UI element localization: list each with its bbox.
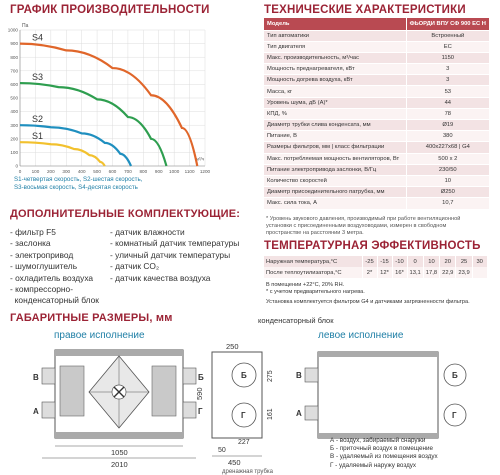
spec-head-model: ФЬОРДИ ВПУ СФ 900 ЕС Н <box>406 18 489 30</box>
x-tick-label: 400 <box>77 169 86 174</box>
y-tick-label: 300 <box>10 122 18 128</box>
y-tick-label: 100 <box>10 150 18 155</box>
y-tick-label: 400 <box>10 109 18 115</box>
series-line-s3 <box>20 83 166 166</box>
spec-value: Ø250 <box>406 187 489 198</box>
spec-row <box>264 120 489 131</box>
dim-50: 50 <box>218 447 226 454</box>
temp-cell <box>472 267 487 278</box>
left-label-v: В <box>296 371 302 380</box>
air-legend-item: А - воздух, забираемый снаружи <box>330 437 426 444</box>
temp-row-after <box>264 267 487 278</box>
unit-top-band <box>55 350 183 356</box>
chart-title: ГРАФИК ПРОИЗВОДИТЕЛЬНОСТИ <box>10 4 210 16</box>
air-legend-item: Г - удаляемый наружу воздух <box>330 461 417 469</box>
y-tick-label: 800 <box>10 54 18 60</box>
temp-title: ТЕМПЕРАТУРНАЯ ЭФФЕКТИВНОСТЬ <box>264 240 481 252</box>
dim-2010: 2010 <box>111 460 128 469</box>
dim-250: 250 <box>226 342 239 351</box>
port-b <box>183 368 196 384</box>
spec-row <box>264 131 489 142</box>
left-port-a <box>305 406 318 420</box>
spec-label: Макс. сила тока, А <box>264 198 406 209</box>
series-line-s1 <box>20 142 105 166</box>
spec-label: Питание, В <box>264 131 406 142</box>
spec-label: Уровень шума, дБ (А)* <box>264 97 406 108</box>
left-version-drawing <box>296 352 466 438</box>
temp-cell: 25 <box>456 256 472 267</box>
accessory-item: - фильтр F5 <box>10 227 56 237</box>
accessory-item: - уличный датчик температуры <box>110 249 231 260</box>
spec-value: 78 <box>406 108 489 119</box>
y-tick-label: 900 <box>10 41 18 47</box>
spec-row <box>264 52 489 63</box>
legend-note-line: S3-восьмая скорость, S4-десятая скорость <box>14 184 138 191</box>
y-tick-label: 0 <box>15 163 18 169</box>
temp-cell: 2* <box>362 267 377 278</box>
spec-value: 3 <box>406 75 489 86</box>
label-g: Г <box>198 407 203 416</box>
dim-1050: 1050 <box>111 448 128 457</box>
spec-label: Диаметр трубки слива конденсата, мм <box>264 120 406 131</box>
spec-label: Масса, кг <box>264 86 406 97</box>
x-tick-label: 700 <box>124 169 132 174</box>
x-axis-label: м³/ч <box>195 156 205 162</box>
air-legend-item: В - удаляемый из помещения воздух <box>330 453 438 461</box>
y-tick-label: 700 <box>10 68 18 74</box>
spec-label: Тип двигателя <box>264 41 406 52</box>
temp-label: После теплоутилизатора,°С <box>264 267 362 278</box>
spec-value: 380 <box>406 131 489 142</box>
side-label-g: Г <box>241 411 246 420</box>
dim-590: 590 <box>195 387 204 400</box>
spec-label: Мощность догрева воздуха, кВт <box>264 75 406 86</box>
x-tick-label: 100 <box>31 169 40 174</box>
spec-table <box>264 18 489 210</box>
filter-left <box>60 366 84 416</box>
series-label-s2: S2 <box>32 114 44 125</box>
spec-row <box>264 142 489 153</box>
temp-cell: 17,8 <box>423 267 439 278</box>
condenser-label: конденсаторный блок <box>258 316 334 325</box>
temp-table <box>264 256 488 278</box>
x-tick-label: 300 <box>62 169 71 174</box>
spec-label: Макс. потребляемая мощность вентиляторов, Вт <box>264 153 406 164</box>
series-label-s3: S3 <box>32 72 44 83</box>
temp-cell: 0 <box>407 256 423 267</box>
spec-label: Размеры фильтров, мм | класс фильтрации <box>264 142 406 153</box>
spec-value: 10,7 <box>406 198 489 209</box>
label-v: В <box>33 373 39 382</box>
x-tick-label: 500 <box>93 169 101 174</box>
temp-cell: 13,1 <box>407 267 423 278</box>
series-label-s1: S1 <box>32 131 44 142</box>
x-tick-label: 600 <box>108 169 117 174</box>
spec-row <box>264 108 489 119</box>
spec-value: Встроенный <box>406 30 489 41</box>
spec-row <box>264 75 489 86</box>
temp-cell: -15 <box>377 256 392 267</box>
label-a: А <box>33 407 39 416</box>
spec-value: 1150 <box>406 52 489 63</box>
unit-bottom-band <box>55 432 183 438</box>
spec-row <box>264 41 489 52</box>
dim-161: 161 <box>267 408 274 420</box>
accessory-item: конденсаторный блок <box>10 295 99 306</box>
accessories-title: ДОПОЛНИТЕЛЬНЫЕ КОМПЛЕКТУЮЩИЕ: <box>10 208 241 220</box>
label-b: Б <box>198 373 204 382</box>
right-version-label: правое исполнение <box>54 330 145 341</box>
spec-table-wrap <box>264 18 489 210</box>
right-version-drawing <box>33 350 204 469</box>
temp-cell: 16* <box>392 267 407 278</box>
port-a <box>42 402 55 418</box>
spec-label: Количество скоростей <box>264 175 406 186</box>
x-tick-label: 200 <box>46 169 55 174</box>
dim-227: 227 <box>238 439 250 446</box>
temp-note: * с учетом предварительного нагрева. <box>266 289 365 295</box>
accessory-item: - заслонка <box>10 238 51 249</box>
spec-head-row <box>264 18 489 30</box>
accessory-item: - электропривод <box>10 249 74 260</box>
spec-row <box>264 64 489 75</box>
left-label-b: Б <box>452 371 458 380</box>
dimensions-title: ГАБАРИТНЫЕ РАЗМЕРЫ, мм <box>10 312 173 324</box>
footnote-line: * Уровень звукового давления, производимый при работе вентиляционной <box>266 216 461 222</box>
spec-label: Мощность преднагревателя, кВт <box>264 64 406 75</box>
x-tick-label: 900 <box>154 169 163 174</box>
side-view-drawing <box>195 342 274 475</box>
left-unit-top-band <box>318 352 438 357</box>
y-tick-label: 600 <box>10 82 18 87</box>
air-legend-item: Б - приточный воздух в помещение <box>330 445 434 453</box>
spec-row <box>264 86 489 97</box>
spec-row <box>264 153 489 164</box>
accessories-list-2 <box>110 227 239 284</box>
temp-cell: 30 <box>472 256 487 267</box>
series-line-s4 <box>20 44 197 166</box>
temp-cell: 10 <box>423 256 439 267</box>
air-legend <box>330 437 438 470</box>
x-tick-label: 1200 <box>199 169 211 174</box>
left-port-v <box>305 368 318 382</box>
spec-value: Ø19 <box>406 120 489 131</box>
temp-row-outside <box>264 256 487 267</box>
temp-cell: 22,9 <box>440 267 456 278</box>
footnote-line: установки с присоединенными воздуховодами, измерен в свободном <box>266 223 447 229</box>
footnote-line: пространстве на расстоянии 3 метра. <box>266 230 364 236</box>
spec-value: 230/50 <box>406 164 489 175</box>
accessory-item: - шумоглушитель <box>10 261 78 272</box>
spec-row <box>264 198 489 209</box>
temp-note: Установка комплектуется фильтром G4 и датчиками загрязненности фильтра. <box>266 299 470 305</box>
spec-row <box>264 97 489 108</box>
temp-notes <box>266 282 470 306</box>
spec-value: 44 <box>406 97 489 108</box>
x-tick-label: 1000 <box>169 169 180 174</box>
accessory-item: - датчик CO₂ <box>110 261 160 272</box>
temp-cell: 20 <box>440 256 456 267</box>
y-tick-label: 200 <box>10 136 18 142</box>
left-version-label: левое исполнение <box>318 330 404 341</box>
spec-value: 10 <box>406 175 489 186</box>
accessory-item: - охладитель воздуха <box>10 272 94 283</box>
y-tick-label: 500 <box>10 95 18 101</box>
x-tick-label: 800 <box>139 169 148 174</box>
spec-label: Диаметр присоединительного патрубка, мм <box>264 187 406 198</box>
port-v <box>42 368 55 384</box>
y-tick-label: 1000 <box>7 27 18 33</box>
temp-cell: 23,9 <box>456 267 472 278</box>
spec-value: 400х227х68 | G4 <box>406 142 489 153</box>
temp-cell: 12* <box>377 267 392 278</box>
temp-note: В помещении +22°С, 20% RH. <box>266 282 345 288</box>
side-label-b: Б <box>241 371 247 380</box>
temp-cell: -25 <box>362 256 377 267</box>
left-label-g: Г <box>452 411 457 420</box>
fan-icon <box>112 385 126 399</box>
temp-label: Наружная температура,°С <box>264 256 362 267</box>
spec-label: Макс. производительность, м³/час <box>264 52 406 63</box>
performance-chart <box>0 18 230 178</box>
spec-row <box>264 164 489 175</box>
spec-value: EC <box>406 41 489 52</box>
spec-row <box>264 187 489 198</box>
spec-title: ТЕХНИЧЕСКИЕ ХАРАКТЕРИСТИКИ <box>264 4 466 16</box>
x-tick-label: 0 <box>18 169 22 174</box>
spec-footnote <box>266 216 460 237</box>
spec-label: Тип автоматики <box>264 30 406 41</box>
temp-cell: -10 <box>392 256 407 267</box>
x-tick-label: 1100 <box>184 169 195 174</box>
speed-legend-note <box>14 176 142 192</box>
spec-label: Питание электропривода заслонки, В/Гц <box>264 164 406 175</box>
spec-row <box>264 175 489 186</box>
spec-label: КПД, % <box>264 108 406 119</box>
spec-value: 500 x 2 <box>406 153 489 164</box>
left-unit-body <box>318 352 438 438</box>
accessory-item: - датчик качества воздуха <box>110 272 211 283</box>
legend-note-line: S1-четвертая скорость, S2-шестая скорость, <box>14 176 143 183</box>
temp-table-wrap <box>264 256 488 278</box>
dim-450: 450 <box>228 458 241 467</box>
left-label-a: А <box>296 409 302 418</box>
port-g <box>183 402 196 418</box>
spec-row <box>264 30 489 41</box>
accessories-list-1 <box>10 227 99 307</box>
spec-value: 3 <box>406 64 489 75</box>
filter-right <box>152 366 176 416</box>
spec-value: 53 <box>406 86 489 97</box>
accessory-item: - компрессорно- <box>10 284 73 295</box>
series-label-s4: S4 <box>32 32 44 43</box>
dim-275: 275 <box>267 370 274 382</box>
y-axis-label: Па <box>22 23 29 29</box>
accessory-item: - комнатный датчик температуры <box>110 238 240 249</box>
accessory-item: - датчик влажности <box>110 227 185 237</box>
drain-label: дренажная трубка <box>222 469 274 475</box>
spec-head-label: Модель <box>264 18 406 30</box>
